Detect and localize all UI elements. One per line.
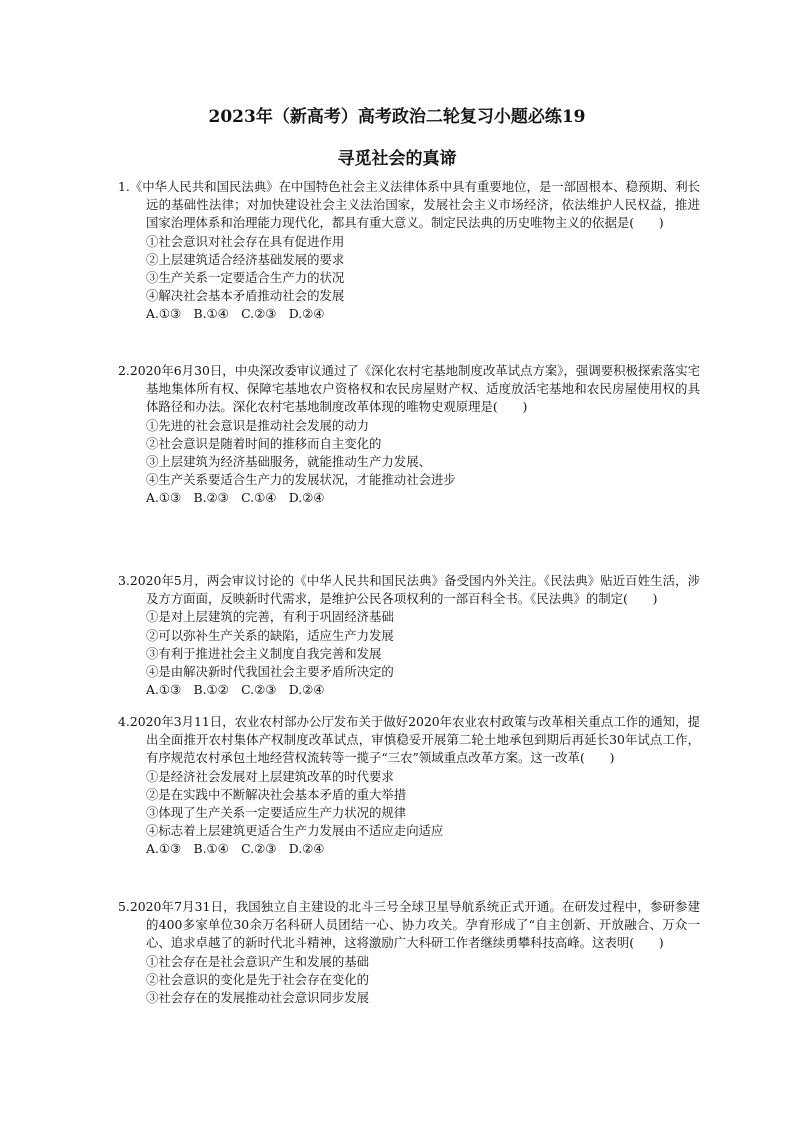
option-4: ④是由解决新时代我国社会主要矛盾所决定的: [146, 664, 394, 680]
option-3: ③生产关系一定要适合生产力的状况: [146, 270, 345, 286]
question-stem: 5.2020年7月31日，我国独立自主建设的北斗三号全球卫星导航系统正式开通。在研发过程中，参研参建的400多家单位30余万名科研人员团结一心、协力攻关。孕育形成了“自主创新、开放融合、万众一心、追求卓越了的新时代北斗精神，这将激励广大科研工作者继续勇攀科技高峰。这表明( ): [118, 899, 700, 951]
option-3: ③上层建筑为经济基础服务，就能推动生产力发展、: [146, 454, 431, 470]
option-2: ②社会意识的变化是先于社会存在变化的: [146, 971, 370, 987]
answer-choices: A.①③ B.①② C.②③ D.②④: [146, 682, 325, 698]
answer-choices: A.①③ B.②③ C.①④ D.②④: [146, 490, 325, 506]
question-3: [118, 572, 700, 699]
option-1: ①社会意识对社会存在具有促进作用: [146, 233, 345, 249]
option-4: ④标志着上层建筑更适合生产力发展由不适应走向适应: [146, 823, 444, 839]
option-1: ①先进的社会意识是推动社会发展的动力: [146, 417, 370, 433]
option-1: ①社会存在是社会意识产生和发展的基础: [146, 953, 370, 969]
option-3: ③体现了生产关系一定要适应生产力状况的规律: [146, 805, 407, 821]
question-stem: 4.2020年3月11日，农业农村部办公厅发布关于做好2020年农业农村政策与改革相关重点工作的通知，提出全面推开农村集体产权制度改革试点，审慎稳妥开展第二轮土地承包到期后再延长30年试点工作，有序规范农村承包土地经营权流转等一揽子“三农”领域重点改革方案。这一改革( ): [118, 714, 700, 766]
question-2: [118, 362, 700, 508]
question-stem: 3.2020年5月，两会审议讨论的《中华人民共和国民法典》备受国内外关注。《民法典》贴近百姓生活，涉及方方面面，反映新时代需求，是维护公民各项权利的一部百科全书。《民法典》的制定( ): [118, 573, 700, 607]
option-2: ②可以弥补生产关系的缺陷，适应生产力发展: [146, 627, 394, 643]
option-1: ①是对上层建筑的完善，有利于巩固经济基础: [146, 609, 394, 625]
question-5: [118, 898, 700, 1007]
option-2: ②社会意识是随着时间的推移而自主变化的: [146, 435, 382, 451]
option-3: ③有利于推进社会主义制度自我完善和发展: [146, 645, 382, 661]
option-2: ②上层建筑适合经济基础发展的要求: [146, 251, 345, 267]
option-1: ①是经济社会发展对上层建筑改革的时代要求: [146, 768, 394, 784]
option-3: ③社会存在的发展推动社会意识同步发展: [146, 990, 370, 1006]
option-2: ②是在实践中不断解决社会基本矛盾的重大举措: [146, 786, 407, 802]
document-title: 2023年（新高考）高考政治二轮复习小题必练19: [208, 107, 586, 127]
question-4: [118, 713, 700, 859]
question-stem: 2.2020年6月30日，中央深改委审议通过了《深化农村宅基地制度改革试点方案》，强调要积极探索落实宅基地集体所有权、保障宅基地农户资格权和农民房屋财产权、适度放活宅基地和农民房屋使用权的具体路径和办法。深化农村宅基地制度改革体现的唯物史观原理是( ): [118, 363, 700, 415]
question-stem: 1.《中华人民共和国民法典》在中国特色社会主义法律体系中具有重要地位，是一部固根本、稳预期、利长远的基础性法律；对加快建设社会主义法治国家，发展社会主义市场经济，依法维护人民权益，推进国家治理体系和治理能力现代化，都具有重大意义。制定民法典的历史唯物主义的依据是( ): [118, 179, 700, 231]
answer-choices: A.①③ B.①④ C.②③ D.②④: [146, 841, 325, 857]
option-4: ④生产关系要适合生产力的发展状况，才能推动社会进步: [146, 472, 456, 488]
answer-choices: A.①③ B.①④ C.②③ D.②④: [146, 306, 325, 322]
option-4: ④解决社会基本矛盾推动社会的发展: [146, 288, 345, 304]
document-subtitle: 寻觅社会的真谛: [337, 149, 457, 169]
question-1: [118, 178, 700, 324]
